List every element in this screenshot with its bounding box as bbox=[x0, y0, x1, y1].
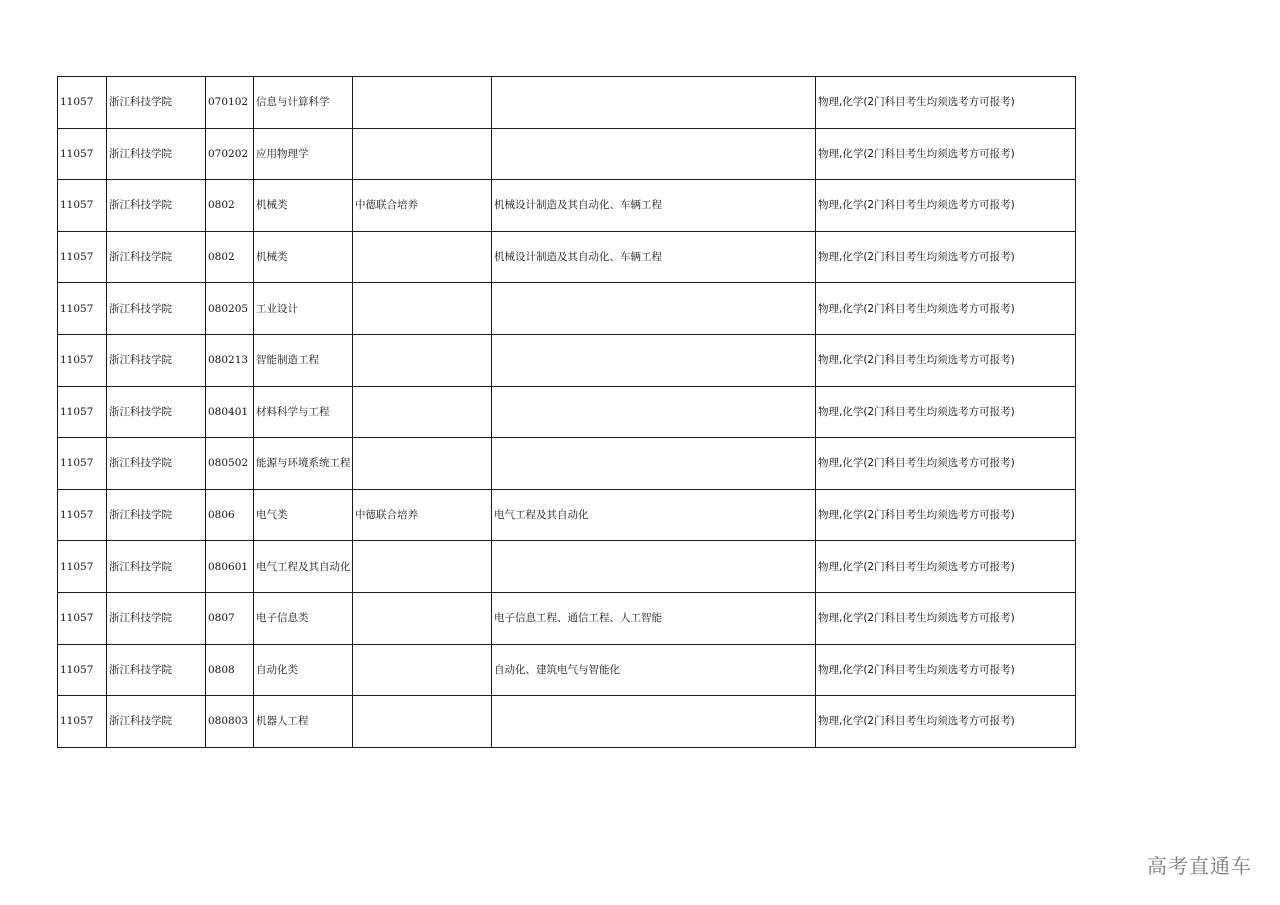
major-code-cell: 080803 bbox=[206, 696, 254, 748]
school-code-cell: 11057 bbox=[58, 386, 107, 438]
included-majors-cell bbox=[492, 438, 816, 490]
school-code-cell: 11057 bbox=[58, 489, 107, 541]
school-code-cell: 11057 bbox=[58, 77, 107, 129]
major-code-cell: 080502 bbox=[206, 438, 254, 490]
school-code-cell: 11057 bbox=[58, 231, 107, 283]
major-name-cell: 电子信息类 bbox=[254, 592, 353, 644]
program-note-cell bbox=[353, 592, 492, 644]
school-code-cell: 11057 bbox=[58, 644, 107, 696]
table-row bbox=[58, 231, 1076, 283]
included-majors-cell: 电气工程及其自动化 bbox=[492, 489, 816, 541]
table-row bbox=[58, 541, 1076, 593]
table-row bbox=[58, 77, 1076, 129]
table-row bbox=[58, 283, 1076, 335]
subject-requirement-cell: 物理,化学(2门科目考生均须选考方可报考) bbox=[816, 231, 1076, 283]
subject-requirement-cell: 物理,化学(2门科目考生均须选考方可报考) bbox=[816, 386, 1076, 438]
major-code-cell: 080205 bbox=[206, 283, 254, 335]
table-row bbox=[58, 438, 1076, 490]
subject-requirement-table bbox=[57, 76, 1076, 748]
major-name-cell: 工业设计 bbox=[254, 283, 353, 335]
included-majors-cell bbox=[492, 128, 816, 180]
program-note-cell: 中德联合培养 bbox=[353, 489, 492, 541]
included-majors-cell bbox=[492, 334, 816, 386]
major-name-cell: 电气类 bbox=[254, 489, 353, 541]
major-code-cell: 080401 bbox=[206, 386, 254, 438]
program-note-cell bbox=[353, 696, 492, 748]
program-note-cell bbox=[353, 644, 492, 696]
school-name-cell: 浙江科技学院 bbox=[107, 231, 206, 283]
program-note-cell bbox=[353, 77, 492, 129]
major-code-cell: 070102 bbox=[206, 77, 254, 129]
school-name-cell: 浙江科技学院 bbox=[107, 334, 206, 386]
school-code-cell: 11057 bbox=[58, 438, 107, 490]
major-name-cell: 机械类 bbox=[254, 231, 353, 283]
table-row bbox=[58, 644, 1076, 696]
major-code-cell: 0808 bbox=[206, 644, 254, 696]
subject-requirement-cell: 物理,化学(2门科目考生均须选考方可报考) bbox=[816, 438, 1076, 490]
major-name-cell: 机器人工程 bbox=[254, 696, 353, 748]
major-code-cell: 080213 bbox=[206, 334, 254, 386]
major-code-cell: 0802 bbox=[206, 180, 254, 232]
school-name-cell: 浙江科技学院 bbox=[107, 128, 206, 180]
included-majors-cell: 自动化、建筑电气与智能化 bbox=[492, 644, 816, 696]
school-code-cell: 11057 bbox=[58, 128, 107, 180]
included-majors-cell bbox=[492, 541, 816, 593]
included-majors-cell bbox=[492, 386, 816, 438]
included-majors-cell bbox=[492, 77, 816, 129]
program-note-cell bbox=[353, 438, 492, 490]
school-name-cell: 浙江科技学院 bbox=[107, 644, 206, 696]
subject-requirement-cell: 物理,化学(2门科目考生均须选考方可报考) bbox=[816, 541, 1076, 593]
major-code-cell: 080601 bbox=[206, 541, 254, 593]
major-name-cell: 能源与环境系统工程 bbox=[254, 438, 353, 490]
major-name-cell: 电气工程及其自动化 bbox=[254, 541, 353, 593]
major-code-cell: 0802 bbox=[206, 231, 254, 283]
program-note-cell bbox=[353, 231, 492, 283]
major-code-cell: 0807 bbox=[206, 592, 254, 644]
major-name-cell: 智能制造工程 bbox=[254, 334, 353, 386]
table-row bbox=[58, 334, 1076, 386]
major-name-cell: 材料科学与工程 bbox=[254, 386, 353, 438]
program-note-cell bbox=[353, 283, 492, 335]
subject-requirement-cell: 物理,化学(2门科目考生均须选考方可报考) bbox=[816, 644, 1076, 696]
table-row bbox=[58, 180, 1076, 232]
school-name-cell: 浙江科技学院 bbox=[107, 386, 206, 438]
included-majors-cell bbox=[492, 696, 816, 748]
school-code-cell: 11057 bbox=[58, 180, 107, 232]
school-name-cell: 浙江科技学院 bbox=[107, 541, 206, 593]
school-code-cell: 11057 bbox=[58, 696, 107, 748]
included-majors-cell bbox=[492, 283, 816, 335]
table-row bbox=[58, 489, 1076, 541]
school-code-cell: 11057 bbox=[58, 541, 107, 593]
table-body bbox=[58, 77, 1076, 748]
major-name-cell: 应用物理学 bbox=[254, 128, 353, 180]
school-name-cell: 浙江科技学院 bbox=[107, 489, 206, 541]
table-row bbox=[58, 592, 1076, 644]
program-note-cell bbox=[353, 334, 492, 386]
school-name-cell: 浙江科技学院 bbox=[107, 438, 206, 490]
included-majors-cell: 机械设计制造及其自动化、车辆工程 bbox=[492, 231, 816, 283]
school-name-cell: 浙江科技学院 bbox=[107, 77, 206, 129]
included-majors-cell: 电子信息工程、通信工程、人工智能 bbox=[492, 592, 816, 644]
included-majors-cell: 机械设计制造及其自动化、车辆工程 bbox=[492, 180, 816, 232]
major-code-cell: 0806 bbox=[206, 489, 254, 541]
watermark: 高考直通车 bbox=[1147, 854, 1252, 878]
major-name-cell: 信息与计算科学 bbox=[254, 77, 353, 129]
program-note-cell bbox=[353, 541, 492, 593]
school-code-cell: 11057 bbox=[58, 334, 107, 386]
school-name-cell: 浙江科技学院 bbox=[107, 696, 206, 748]
school-code-cell: 11057 bbox=[58, 283, 107, 335]
table-row bbox=[58, 696, 1076, 748]
subject-requirement-cell: 物理,化学(2门科目考生均须选考方可报考) bbox=[816, 77, 1076, 129]
subject-requirement-cell: 物理,化学(2门科目考生均须选考方可报考) bbox=[816, 283, 1076, 335]
subject-requirement-cell: 物理,化学(2门科目考生均须选考方可报考) bbox=[816, 128, 1076, 180]
program-note-cell bbox=[353, 386, 492, 438]
program-note-cell: 中德联合培养 bbox=[353, 180, 492, 232]
school-name-cell: 浙江科技学院 bbox=[107, 180, 206, 232]
subject-requirement-cell: 物理,化学(2门科目考生均须选考方可报考) bbox=[816, 334, 1076, 386]
school-name-cell: 浙江科技学院 bbox=[107, 283, 206, 335]
school-name-cell: 浙江科技学院 bbox=[107, 592, 206, 644]
major-code-cell: 070202 bbox=[206, 128, 254, 180]
school-code-cell: 11057 bbox=[58, 592, 107, 644]
table-row bbox=[58, 386, 1076, 438]
subject-requirement-cell: 物理,化学(2门科目考生均须选考方可报考) bbox=[816, 489, 1076, 541]
program-note-cell bbox=[353, 128, 492, 180]
major-name-cell: 自动化类 bbox=[254, 644, 353, 696]
table-row bbox=[58, 128, 1076, 180]
major-name-cell: 机械类 bbox=[254, 180, 353, 232]
subject-requirement-cell: 物理,化学(2门科目考生均须选考方可报考) bbox=[816, 180, 1076, 232]
subject-requirement-cell: 物理,化学(2门科目考生均须选考方可报考) bbox=[816, 592, 1076, 644]
subject-requirement-cell: 物理,化学(2门科目考生均须选考方可报考) bbox=[816, 696, 1076, 748]
